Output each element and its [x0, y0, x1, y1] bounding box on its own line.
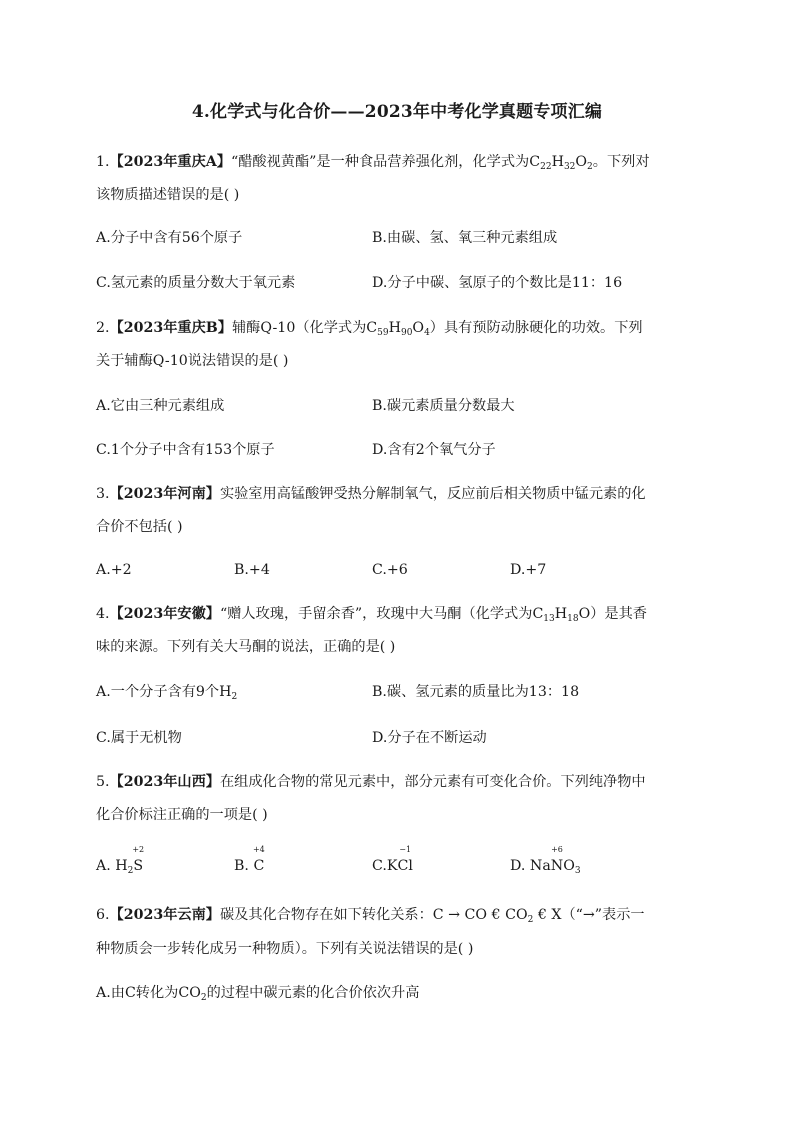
chemical-formula [366, 320, 430, 336]
question-4-stem [96, 604, 647, 624]
option-text: A.由C转化为 [96, 985, 179, 1001]
option-b[interactable]: B.由碳、氢、氧三种元素组成 [372, 230, 558, 246]
option-c[interactable]: C.+6 [372, 562, 408, 578]
formula-subscript: 59 [377, 328, 389, 338]
formula-part: H [388, 320, 401, 336]
formula-subscript: 2 [587, 162, 593, 172]
option-b[interactable]: B.+4 [234, 562, 270, 578]
stem-text: “赠人玫瑰，手留余香”，玫瑰中大马酮（化学式为 [219, 606, 533, 622]
formula-part: C [253, 858, 265, 874]
formula-part: CO [178, 985, 201, 1001]
question-6-stem-cont: 种物质会一步转化成另一种物质）。下列有关说法错误的是( ) [96, 941, 474, 957]
formula-part: Cl [397, 858, 413, 874]
question-source-tag: 【2023年重庆A】 [109, 154, 231, 170]
formula-part: Na [529, 858, 551, 874]
option-letter: C. [372, 858, 387, 874]
question-number: 4. [96, 606, 110, 622]
valence-mark: +6 [551, 845, 563, 854]
valence-mark: +2 [132, 845, 145, 854]
question-1-stem-cont: 该物质描述错误的是( ) [96, 187, 240, 203]
valence-mark: +4 [252, 845, 265, 854]
question-5-stem [96, 772, 646, 792]
option-b[interactable]: B.碳元素质量分数最大 [372, 398, 515, 414]
option-a[interactable]: A.+2 [96, 562, 132, 578]
question-6-stem [96, 905, 645, 925]
question-source-tag: 【2023年重庆B】 [109, 320, 232, 336]
option-letter: D. [510, 858, 526, 874]
stem-text: € X（“→”表示一 [533, 907, 645, 923]
question-1-stem [96, 152, 650, 172]
formula-subscript: 18 [567, 614, 579, 624]
option-a[interactable] [96, 845, 145, 876]
page-title: 4.化学式与化合价——2023年中考化学真题专项汇编 [191, 102, 603, 122]
question-number: 6. [96, 907, 110, 923]
valence-mark: −1 [399, 845, 412, 854]
formula-part: N [550, 858, 564, 874]
option-d[interactable] [510, 845, 581, 876]
question-source-tag: 【2023年山西】 [109, 774, 220, 790]
question-4-stem-cont: 味的来源。下列有关大马酮的说法，正确的是( ) [96, 639, 396, 655]
question-3-stem [96, 484, 646, 504]
formula-part: H [115, 858, 128, 874]
formula-subscript: 32 [563, 162, 576, 172]
question-number: 2. [96, 320, 110, 336]
option-c[interactable]: C.氢元素的质量分数大于氧元素 [96, 275, 296, 291]
formula-part: C [532, 606, 544, 622]
option-d[interactable]: D.+7 [510, 562, 547, 578]
option-d[interactable]: D.分子中碳、氢原子的个数比是11：16 [372, 275, 623, 291]
formula-part: C [366, 320, 378, 336]
question-number: 3. [96, 486, 110, 502]
option-d[interactable]: D.分子在不断运动 [372, 730, 487, 746]
formula-part: S [133, 858, 144, 874]
option-a[interactable]: A.分子中含有56个原子 [96, 230, 243, 246]
formula-subscript: 90 [400, 328, 413, 338]
valence-element [550, 845, 564, 876]
formula-subscript: 22 [540, 162, 552, 172]
valence-element [397, 845, 413, 876]
formula-subscript: 2 [127, 866, 134, 876]
stem-text: ）具有预防动脉硬化的功效。下列 [429, 320, 643, 336]
formula-subscript: 3 [574, 866, 581, 876]
question-source-tag: 【2023年云南】 [109, 907, 220, 923]
option-b[interactable]: B.碳、氢元素的质量比为13：18 [372, 684, 580, 700]
option-letter: B. [234, 858, 249, 874]
option-c[interactable]: C.1个分子中含有153个原子 [96, 442, 275, 458]
option-a[interactable]: A.它由三种元素组成 [96, 398, 225, 414]
question-5-stem-cont: 化合价标注正确的一项是( ) [96, 807, 268, 823]
option-a[interactable] [96, 682, 237, 702]
stem-text: ）是其香 [590, 606, 647, 622]
question-source-tag: 【2023年河南】 [109, 486, 220, 502]
formula-part: K [386, 858, 398, 874]
formula-subscript: 4 [424, 328, 430, 338]
option-text: 的过程中碳元素的化合价依次升高 [206, 985, 420, 1001]
question-source-tag: 【2023年安徽】 [109, 606, 220, 622]
formula-subscript: 2 [200, 993, 207, 1003]
formula-part: O [578, 606, 591, 622]
formula-subscript: 2 [527, 915, 534, 925]
formula-part: C [529, 154, 541, 170]
stem-text: 辅酶Q-10（化学式为 [231, 320, 367, 336]
question-number: 1. [96, 154, 110, 170]
formula-part: O [575, 154, 588, 170]
option-b[interactable] [234, 845, 265, 876]
formula-part: H [551, 154, 564, 170]
formula-part: H [554, 606, 568, 622]
formula-part: O [412, 320, 425, 336]
stem-text: 碳及其化合物存在如下转化关系：C → CO € CO [219, 907, 528, 923]
question-2-stem [96, 318, 643, 338]
formula-part: O [563, 858, 575, 874]
option-c[interactable]: C.属于无机物 [96, 730, 182, 746]
option-d[interactable]: D.含有2个氧气分子 [372, 442, 496, 458]
valence-element [252, 845, 265, 876]
option-a[interactable] [96, 983, 419, 1003]
stem-text: “醋酸视黄酯”是一种食品营养强化剂，化学式为 [230, 154, 530, 170]
option-text: A.一个分子含有9个H [96, 684, 232, 700]
stem-text: 在组成化合物的常见元素中，部分元素有可变化合价。下列纯净物中 [219, 774, 646, 790]
question-2-stem-cont: 关于辅酶Q-10说法错误的是( ) [96, 353, 289, 369]
stem-text: 。下列对 [592, 154, 650, 170]
option-letter: A. [96, 858, 111, 874]
stem-text: 实验室用高锰酸钾受热分解制氧气，反应前后相关物质中锰元素的化 [219, 486, 646, 502]
valence-element [132, 845, 145, 876]
question-3-stem-cont: 合价不包括( ) [96, 519, 183, 535]
option-c[interactable] [372, 845, 413, 876]
question-number: 5. [96, 774, 110, 790]
formula-subscript: 2 [231, 692, 238, 702]
chemical-formula [532, 606, 590, 622]
formula-subscript: 13 [543, 614, 555, 624]
chemical-formula [529, 154, 593, 170]
